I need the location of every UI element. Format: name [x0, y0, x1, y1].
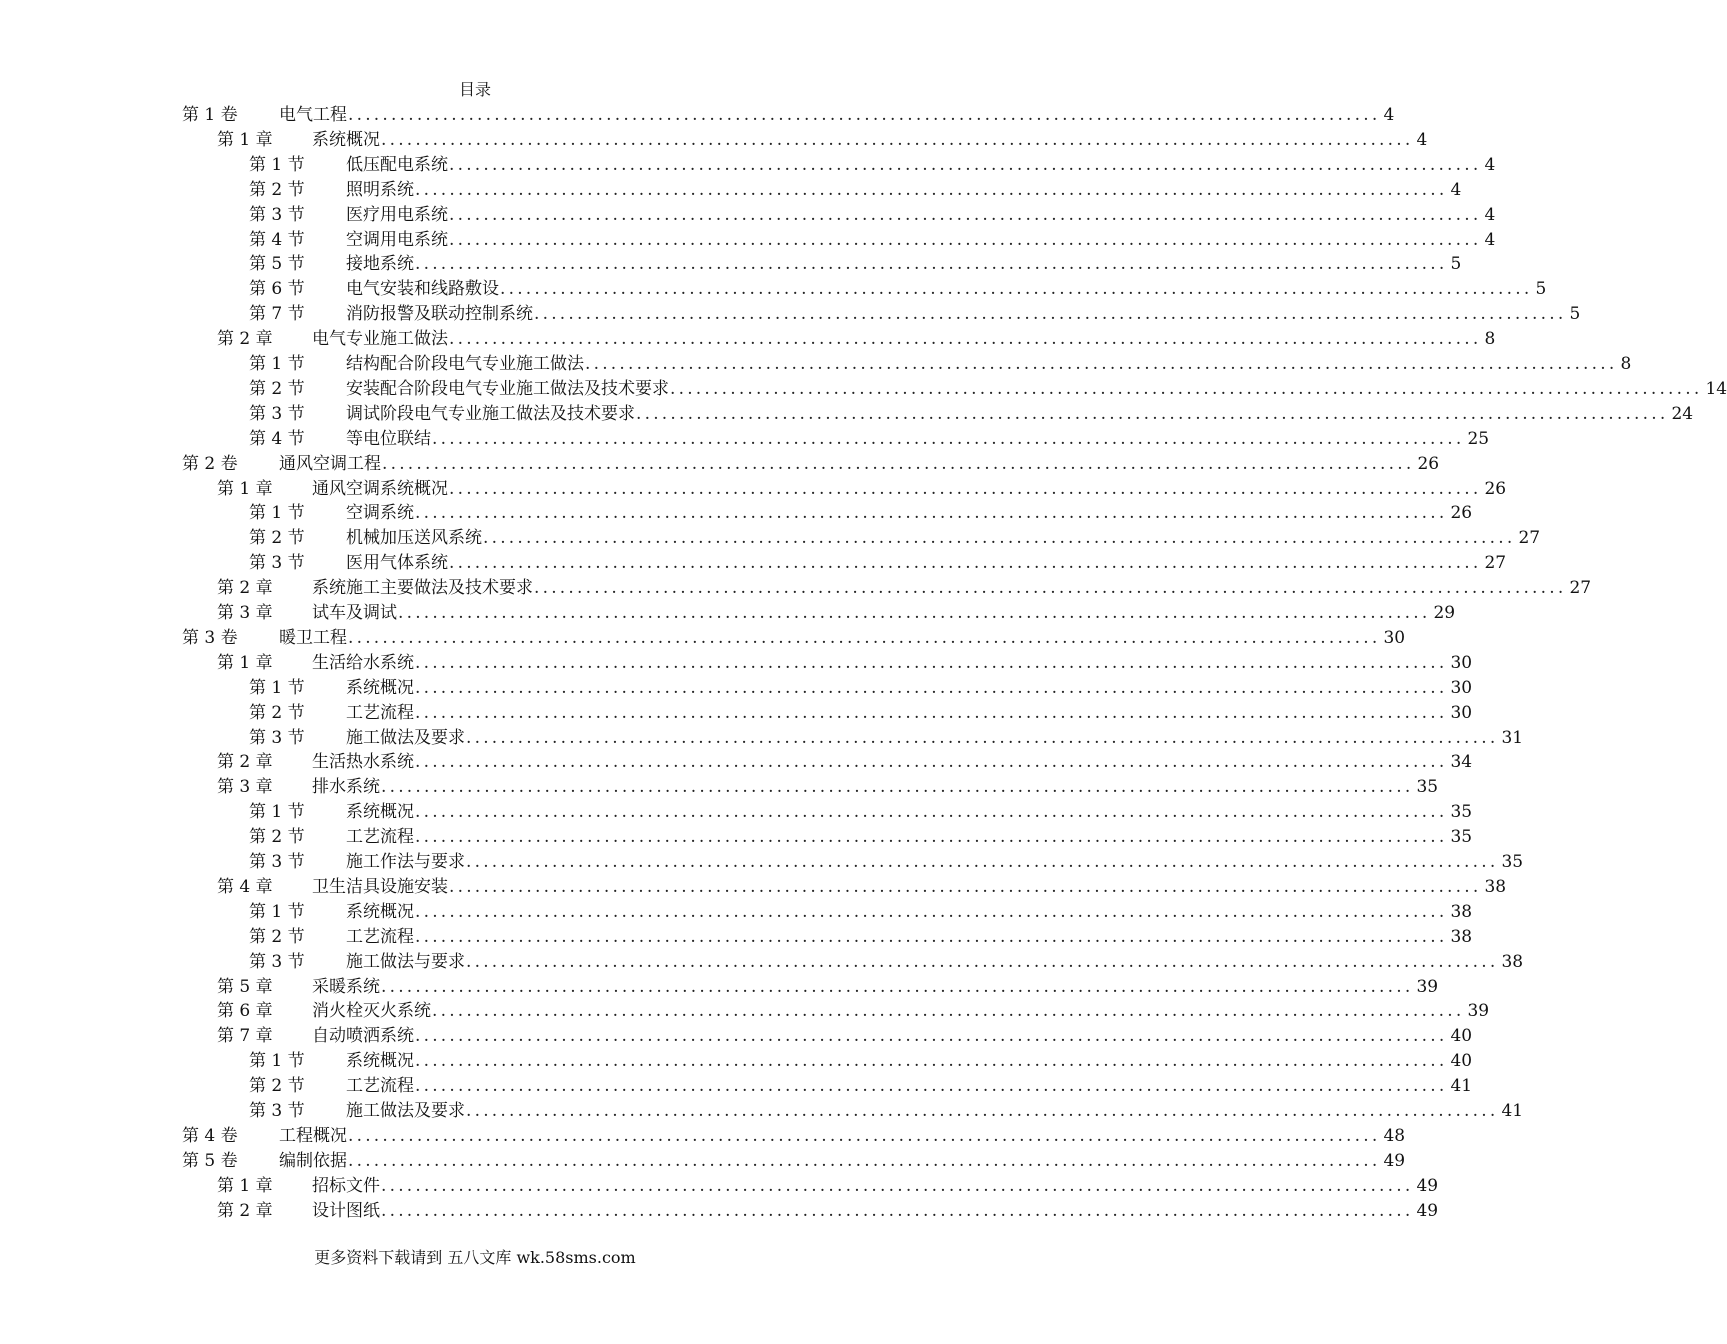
- dot-leader: ........................................................................................................................: [382, 453, 1415, 474]
- toc-entry-number: 第 1 节: [249, 154, 305, 175]
- dot-leader: ........................................................................................................................: [415, 926, 1448, 947]
- toc-entry-page: 8: [1620, 354, 1632, 374]
- toc-entry-page: 31: [1501, 727, 1524, 748]
- toc-entry[interactable]: [217, 749, 1473, 773]
- toc-entry-number: 第 5 节: [249, 254, 305, 275]
- toc-entry-page: 30: [1383, 627, 1406, 648]
- dot-leader: ........................................................................................................................: [449, 876, 1482, 897]
- toc-entry[interactable]: [249, 177, 1462, 201]
- toc-entry-title: 医疗用电系统: [346, 204, 448, 225]
- toc-entry-number: 第 3 节: [249, 553, 305, 574]
- dot-leader: ........................................................................................................................: [415, 827, 1448, 848]
- dot-leader: ........................................................................................................................: [415, 802, 1448, 823]
- toc-entry-title: 施工做法及要求: [346, 727, 465, 748]
- toc-entry-number: 第 1 卷: [182, 105, 238, 125]
- toc-entry[interactable]: [249, 799, 1473, 823]
- toc-entry-number: 第 3 节: [249, 727, 305, 748]
- toc-entry-number: 第 6 节: [249, 279, 305, 300]
- toc-entry-title: 采暖系统: [312, 976, 380, 997]
- toc-entry[interactable]: [249, 202, 1496, 226]
- toc-entry-number: 第 3 节: [249, 852, 305, 872]
- toc-entry[interactable]: [217, 575, 1592, 599]
- toc-entry-page: 34: [1450, 752, 1473, 773]
- toc-entry-page: 39: [1467, 1001, 1490, 1022]
- toc-entry-number: 第 3 节: [249, 403, 305, 424]
- dot-leader: ........................................................................................................................: [466, 727, 1499, 748]
- toc-entry-number: 第 1 节: [249, 503, 305, 524]
- toc-entry-number: 第 4 卷: [182, 1125, 238, 1146]
- toc-entry[interactable]: [249, 301, 1581, 325]
- toc-entry-page: 49: [1383, 1150, 1406, 1171]
- toc-entry-title: 工程概况: [279, 1125, 347, 1146]
- dot-leader: ........................................................................................................................: [415, 179, 1448, 200]
- toc-entry-page: 35: [1416, 777, 1439, 798]
- toc-entry-title: 电气专业施工做法: [312, 329, 448, 350]
- toc-entry-page: 49: [1416, 1200, 1439, 1221]
- toc-entry-title: 编制依据: [279, 1150, 347, 1171]
- toc-entry-number: 第 2 节: [249, 926, 305, 947]
- toc-entry-page: 38: [1501, 951, 1524, 972]
- toc-entry-number: 第 7 章: [217, 1026, 273, 1047]
- toc-entry-title: 设计图纸: [312, 1200, 380, 1221]
- toc-entry-page: 26: [1484, 478, 1507, 499]
- toc-entry[interactable]: [217, 650, 1473, 674]
- toc-entry-number: 第 2 章: [217, 578, 273, 599]
- toc-entry-page: 35: [1450, 827, 1473, 848]
- toc-entry-page: 5: [1450, 254, 1462, 275]
- toc-entry-page: 5: [1535, 279, 1547, 300]
- toc-entry[interactable]: [249, 1098, 1524, 1122]
- toc-entry-title: 结构配合阶段电气专业施工做法: [346, 354, 584, 374]
- toc-entry-title: 工艺流程: [346, 1076, 414, 1097]
- toc-entry-title: 机械加压送风系统: [346, 528, 482, 549]
- dot-leader: ........................................................................................................................: [415, 1051, 1448, 1072]
- toc-entry-title: 空调系统: [346, 503, 414, 524]
- toc-entry-number: 第 4 节: [249, 428, 305, 449]
- toc-entry-title: 暖卫工程: [279, 627, 347, 648]
- toc-entry-number: 第 3 章: [217, 603, 273, 623]
- toc-entry-title: 系统概况: [346, 1051, 414, 1072]
- toc-entry[interactable]: [217, 1023, 1473, 1047]
- toc-entry-page: 26: [1450, 503, 1473, 524]
- toc-entry-number: 第 1 节: [249, 677, 305, 698]
- toc-entry-number: 第 3 节: [249, 951, 305, 972]
- toc-entry-page: 26: [1417, 453, 1440, 474]
- toc-entry-title: 安装配合阶段电气专业施工做法及技术要求: [346, 378, 669, 399]
- dot-leader: ........................................................................................................................: [585, 354, 1618, 374]
- toc-entry-title: 消防报警及联动控制系统: [346, 304, 533, 325]
- dot-leader: ........................................................................................................................: [398, 603, 1431, 623]
- dot-leader: ........................................................................................................................: [466, 951, 1499, 972]
- toc-entry[interactable]: [217, 1173, 1439, 1197]
- toc-entry-title: 排水系统: [312, 777, 380, 798]
- toc-entry[interactable]: [249, 899, 1473, 923]
- toc-entry[interactable]: [217, 127, 1428, 151]
- toc-entry-title: 等电位联结: [346, 428, 431, 449]
- toc-entry[interactable]: [249, 924, 1473, 948]
- toc-entry-number: 第 2 章: [217, 1200, 273, 1221]
- dot-leader: ........................................................................................................................: [348, 105, 1381, 125]
- toc-entry-title: 消火栓灭火系统: [312, 1001, 431, 1022]
- toc-entry-title: 工艺流程: [346, 926, 414, 947]
- toc-entry-number: 第 2 卷: [182, 453, 238, 474]
- toc-entry[interactable]: [249, 152, 1496, 176]
- dot-leader: ........................................................................................................................: [381, 1200, 1414, 1221]
- toc-entry-page: 35: [1450, 802, 1473, 823]
- toc-entry-number: 第 2 节: [249, 702, 305, 723]
- toc-entry-title: 通风空调系统概况: [312, 478, 448, 499]
- toc-entry-number: 第 1 章: [217, 652, 273, 673]
- toc-entry-page: 30: [1450, 702, 1473, 723]
- toc-entry-title: 生活给水系统: [312, 652, 414, 673]
- toc-entry-title: 系统概况: [346, 802, 414, 823]
- toc-entry-number: 第 2 节: [249, 179, 305, 200]
- toc-entry[interactable]: [249, 351, 1632, 375]
- toc-entry[interactable]: [249, 725, 1524, 749]
- toc-entry-number: 第 5 卷: [182, 1150, 238, 1171]
- dot-leader: ........................................................................................................................: [415, 752, 1448, 773]
- toc-entry[interactable]: [182, 625, 1406, 649]
- toc-entry-page: 25: [1467, 428, 1490, 449]
- dot-leader: ........................................................................................................................: [348, 1125, 1381, 1146]
- toc-entry-title: 系统施工主要做法及技术要求: [312, 578, 533, 599]
- toc-entry-page: 4: [1383, 105, 1395, 125]
- toc-entry-title: 招标文件: [312, 1175, 380, 1196]
- toc-entry-page: 40: [1450, 1051, 1473, 1072]
- toc-entry-page: 41: [1450, 1076, 1473, 1097]
- toc-entry[interactable]: [249, 849, 1524, 873]
- toc-entry[interactable]: [249, 1073, 1473, 1097]
- toc-entry-title: 施工作法与要求: [346, 852, 465, 872]
- toc-entry-number: 第 5 章: [217, 976, 273, 997]
- toc-entry-number: 第 4 章: [217, 876, 273, 897]
- toc-entry-title: 施工做法与要求: [346, 951, 465, 972]
- toc-entry-number: 第 2 节: [249, 528, 305, 549]
- toc-entry-page: 24: [1671, 403, 1694, 424]
- toc-entry-title: 电气工程: [279, 105, 347, 125]
- toc-entry[interactable]: [217, 974, 1439, 998]
- dot-leader: ........................................................................................................................: [449, 154, 1482, 175]
- toc-entry-title: 系统概况: [346, 901, 414, 922]
- toc-entry-title: 调试阶段电气专业施工做法及技术要求: [346, 403, 635, 424]
- toc-entry-page: 27: [1484, 553, 1507, 574]
- toc-entry-number: 第 2 节: [249, 378, 305, 399]
- toc-entry-page: 4: [1484, 229, 1496, 250]
- dot-leader: ........................................................................................................................: [432, 428, 1465, 449]
- toc-entry-number: 第 1 节: [249, 1051, 305, 1072]
- dot-leader: ........................................................................................................................: [415, 1076, 1448, 1097]
- dot-leader: ........................................................................................................................: [449, 204, 1482, 225]
- toc-entry-title: 空调用电系统: [346, 229, 448, 250]
- toc-entry-page: 5: [1569, 304, 1581, 325]
- dot-leader: ........................................................................................................................: [415, 254, 1448, 275]
- toc-entry[interactable]: [249, 426, 1490, 450]
- toc-entry-title: 医用气体系统: [346, 553, 448, 574]
- toc-entry-number: 第 6 章: [217, 1001, 273, 1022]
- toc-entry[interactable]: [217, 476, 1507, 500]
- toc-entry-title: 工艺流程: [346, 702, 414, 723]
- toc-entry[interactable]: [217, 774, 1439, 798]
- toc-entry-page: 38: [1484, 876, 1507, 897]
- toc-entry-title: 照明系统: [346, 179, 414, 200]
- toc-entry-title: 系统概况: [312, 129, 380, 150]
- toc-entry-title: 接地系统: [346, 254, 414, 275]
- toc-entry-page: 29: [1433, 603, 1456, 623]
- toc-entry[interactable]: [217, 1198, 1439, 1222]
- footer-note: 更多资料下载请到 五八文库 wk.58sms.com: [314, 1248, 636, 1267]
- toc-entry-page: 30: [1450, 652, 1473, 673]
- toc-entry[interactable]: [182, 1148, 1406, 1172]
- dot-leader: ........................................................................................................................: [449, 553, 1482, 574]
- toc-entry-title: 系统概况: [346, 677, 414, 698]
- toc-entry-number: 第 3 节: [249, 204, 305, 225]
- toc-entry[interactable]: [217, 874, 1507, 898]
- toc-entry-page: 8: [1484, 329, 1496, 350]
- page-title: 目录: [458, 80, 491, 99]
- toc-entry[interactable]: [249, 824, 1473, 848]
- dot-leader: ........................................................................................................................: [348, 627, 1381, 648]
- toc-entry-number: 第 1 章: [217, 478, 273, 499]
- dot-leader: ........................................................................................................................: [449, 329, 1482, 350]
- dot-leader: ........................................................................................................................: [415, 677, 1448, 698]
- toc-entry-number: 第 2 章: [217, 329, 273, 350]
- toc-entry-title: 自动喷洒系统: [312, 1026, 414, 1047]
- toc-entry-page: 38: [1450, 926, 1473, 947]
- dot-leader: ........................................................................................................................: [449, 478, 1482, 499]
- toc-entry-page: 35: [1501, 852, 1524, 872]
- toc-entry-number: 第 1 节: [249, 802, 305, 823]
- toc-entry-number: 第 3 卷: [182, 627, 238, 648]
- toc-entry-number: 第 4 节: [249, 229, 305, 250]
- toc-entry-page: 14: [1705, 378, 1727, 399]
- toc-entry-title: 施工做法及要求: [346, 1101, 465, 1121]
- toc-entry-title: 电气安装和线路敷设: [346, 279, 499, 300]
- dot-leader: ........................................................................................................................: [466, 852, 1499, 872]
- toc-entry-number: 第 1 节: [249, 901, 305, 922]
- dot-leader: ........................................................................................................................: [449, 229, 1482, 250]
- dot-leader: ........................................................................................................................: [381, 1175, 1414, 1196]
- toc-entry-number: 第 2 节: [249, 827, 305, 848]
- toc-entry[interactable]: [217, 326, 1496, 350]
- toc-entry[interactable]: [217, 998, 1490, 1022]
- toc-entry[interactable]: [249, 276, 1547, 300]
- toc-entry-page: 40: [1450, 1026, 1473, 1047]
- toc-entry[interactable]: [249, 525, 1541, 549]
- toc-entry-number: 第 1 章: [217, 129, 273, 150]
- dot-leader: ........................................................................................................................: [415, 1026, 1448, 1047]
- dot-leader: ........................................................................................................................: [415, 503, 1448, 524]
- toc-entry-number: 第 2 章: [217, 752, 273, 773]
- toc-entry-page: 49: [1416, 1175, 1439, 1196]
- toc-entry[interactable]: [249, 949, 1524, 973]
- toc-entry[interactable]: [249, 401, 1694, 425]
- toc-entry-title: 试车及调试: [312, 603, 397, 623]
- toc-entry-number: 第 2 节: [249, 1076, 305, 1097]
- toc-entry-page: 48: [1383, 1125, 1406, 1146]
- toc-entry-title: 通风空调工程: [279, 453, 381, 474]
- toc-entry-page: 4: [1484, 154, 1496, 175]
- toc-entry[interactable]: [249, 376, 1727, 400]
- dot-leader: ........................................................................................................................: [348, 1150, 1381, 1171]
- dot-leader: ........................................................................................................................: [670, 378, 1703, 399]
- dot-leader: ........................................................................................................................: [466, 1101, 1499, 1121]
- toc-entry-number: 第 3 章: [217, 777, 273, 798]
- dot-leader: ........................................................................................................................: [534, 578, 1567, 599]
- toc-entry-page: 4: [1450, 179, 1462, 200]
- dot-leader: ........................................................................................................................: [381, 129, 1414, 150]
- dot-leader: ........................................................................................................................: [500, 279, 1533, 300]
- toc-entry-number: 第 7 节: [249, 304, 305, 325]
- toc-entry-number: 第 3 节: [249, 1101, 305, 1121]
- dot-leader: ........................................................................................................................: [483, 528, 1516, 549]
- toc-entry-page: 39: [1416, 976, 1439, 997]
- toc-entry-page: 41: [1501, 1101, 1524, 1121]
- toc-entry-title: 卫生洁具设施安装: [312, 876, 448, 897]
- dot-leader: ........................................................................................................................: [381, 777, 1414, 798]
- toc-entry[interactable]: [249, 227, 1496, 251]
- toc-entry-page: 4: [1484, 204, 1496, 225]
- toc-entry[interactable]: [249, 251, 1462, 275]
- toc-entry-number: 第 1 节: [249, 354, 305, 374]
- dot-leader: ........................................................................................................................: [381, 976, 1414, 997]
- toc-entry[interactable]: [217, 600, 1456, 624]
- dot-leader: ........................................................................................................................: [415, 652, 1448, 673]
- toc-entry-page: 27: [1518, 528, 1541, 549]
- toc-entry[interactable]: [249, 700, 1473, 724]
- dot-leader: ........................................................................................................................: [432, 1001, 1465, 1022]
- toc-entry-number: 第 1 章: [217, 1175, 273, 1196]
- dot-leader: ........................................................................................................................: [636, 403, 1669, 424]
- dot-leader: ........................................................................................................................: [415, 702, 1448, 723]
- toc-entry-page: 38: [1450, 901, 1473, 922]
- toc-entry-page: 4: [1416, 129, 1428, 150]
- dot-leader: ........................................................................................................................: [415, 901, 1448, 922]
- toc-entry[interactable]: [182, 451, 1440, 475]
- toc-entry[interactable]: [249, 550, 1507, 574]
- dot-leader: ........................................................................................................................: [534, 304, 1567, 325]
- toc-entry[interactable]: [249, 500, 1473, 524]
- toc-entry-title: 工艺流程: [346, 827, 414, 848]
- toc-entry-title: 生活热水系统: [312, 752, 414, 773]
- toc-entry-title: 低压配电系统: [346, 154, 448, 175]
- toc-entry[interactable]: [249, 1048, 1473, 1072]
- toc-entry-page: 30: [1450, 677, 1473, 698]
- toc-entry[interactable]: [182, 102, 1395, 126]
- toc-entry[interactable]: [182, 1123, 1406, 1147]
- toc-entry-page: 27: [1569, 578, 1592, 599]
- toc-entry[interactable]: [249, 675, 1473, 699]
